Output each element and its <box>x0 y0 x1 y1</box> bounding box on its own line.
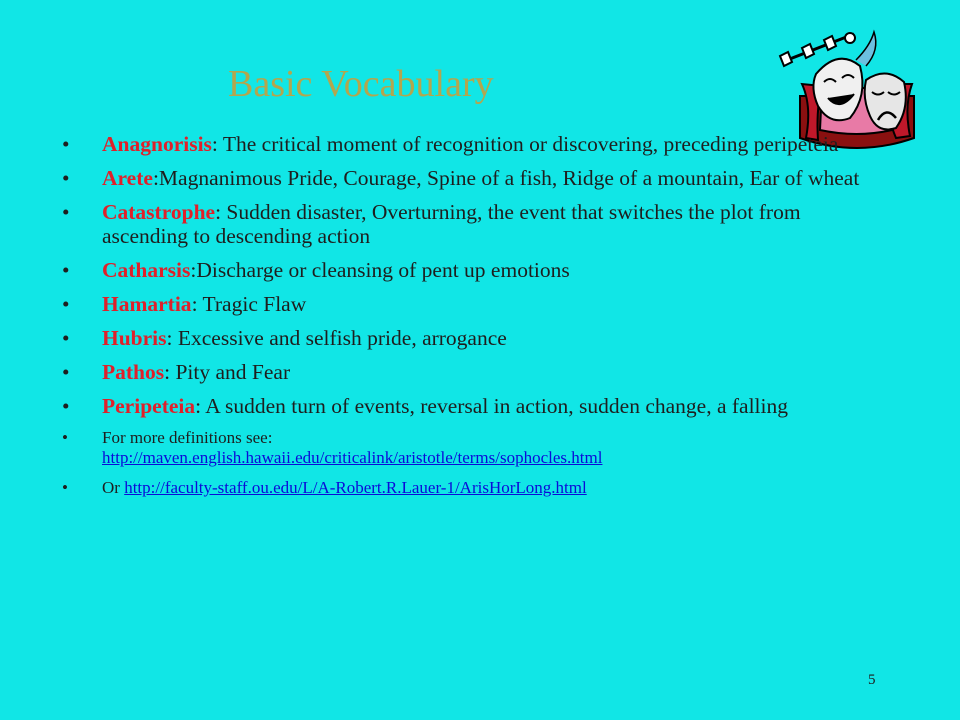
list-item-more-link <box>62 478 890 498</box>
or-label: Or <box>102 478 120 497</box>
list-item <box>62 258 890 282</box>
term: Peripeteia <box>102 394 196 418</box>
list-item <box>62 166 890 190</box>
bullet: • <box>62 326 70 350</box>
term: Anagnorisis <box>102 132 212 156</box>
link-hawaii[interactable]: http://maven.english.hawaii.edu/criticalink/aristotle/terms/sophocles.html <box>102 448 603 467</box>
term: Catharsis <box>102 258 191 282</box>
list-item-more-definitions <box>62 428 890 468</box>
bullet: • <box>62 478 68 497</box>
term: Catastrophe <box>102 200 216 224</box>
definition: :Magnanimous Pride, Courage, Spine of a fish, Ridge of a mountain, Ear of wheat <box>152 166 860 190</box>
bullet: • <box>62 166 70 190</box>
more-intro: For more definitions see: <box>102 428 273 447</box>
bullet: • <box>62 428 68 447</box>
definition: : Excessive and selfish pride, arrogance <box>166 326 507 350</box>
bullet: • <box>62 132 70 156</box>
bullet: • <box>62 200 70 224</box>
definition: : Tragic Flaw <box>191 292 307 316</box>
list-item <box>62 132 890 156</box>
definition: : A sudden turn of events, reversal in action, sudden change, a falling <box>195 394 789 418</box>
term: Hubris <box>102 326 167 350</box>
list-item <box>62 292 890 316</box>
definition: :Discharge or cleansing of pent up emotions <box>190 258 570 282</box>
definition: : The critical moment of recognition or discovering, preceding peripeteia <box>211 132 839 156</box>
bullet: • <box>62 292 70 316</box>
bullet: • <box>62 360 70 384</box>
list-item <box>62 394 890 418</box>
vocabulary-list <box>62 132 890 508</box>
definition: : Sudden disaster, Overturning, the event that switches the plot from ascending to descending action <box>102 200 801 248</box>
slide-title: Basic Vocabulary <box>228 63 494 105</box>
list-item <box>62 360 890 384</box>
list-item <box>62 326 890 350</box>
link-ou[interactable]: http://faculty-staff.ou.edu/L/A-Robert.R.Lauer-1/ArisHorLong.html <box>124 478 587 497</box>
definition: : Pity and Fear <box>164 360 291 384</box>
term: Arete <box>102 166 153 190</box>
term: Hamartia <box>102 292 192 316</box>
bullet: • <box>62 394 70 418</box>
term: Pathos <box>102 360 165 384</box>
page-number: 5 <box>868 672 876 688</box>
list-item <box>62 200 890 248</box>
bullet: • <box>62 258 70 282</box>
